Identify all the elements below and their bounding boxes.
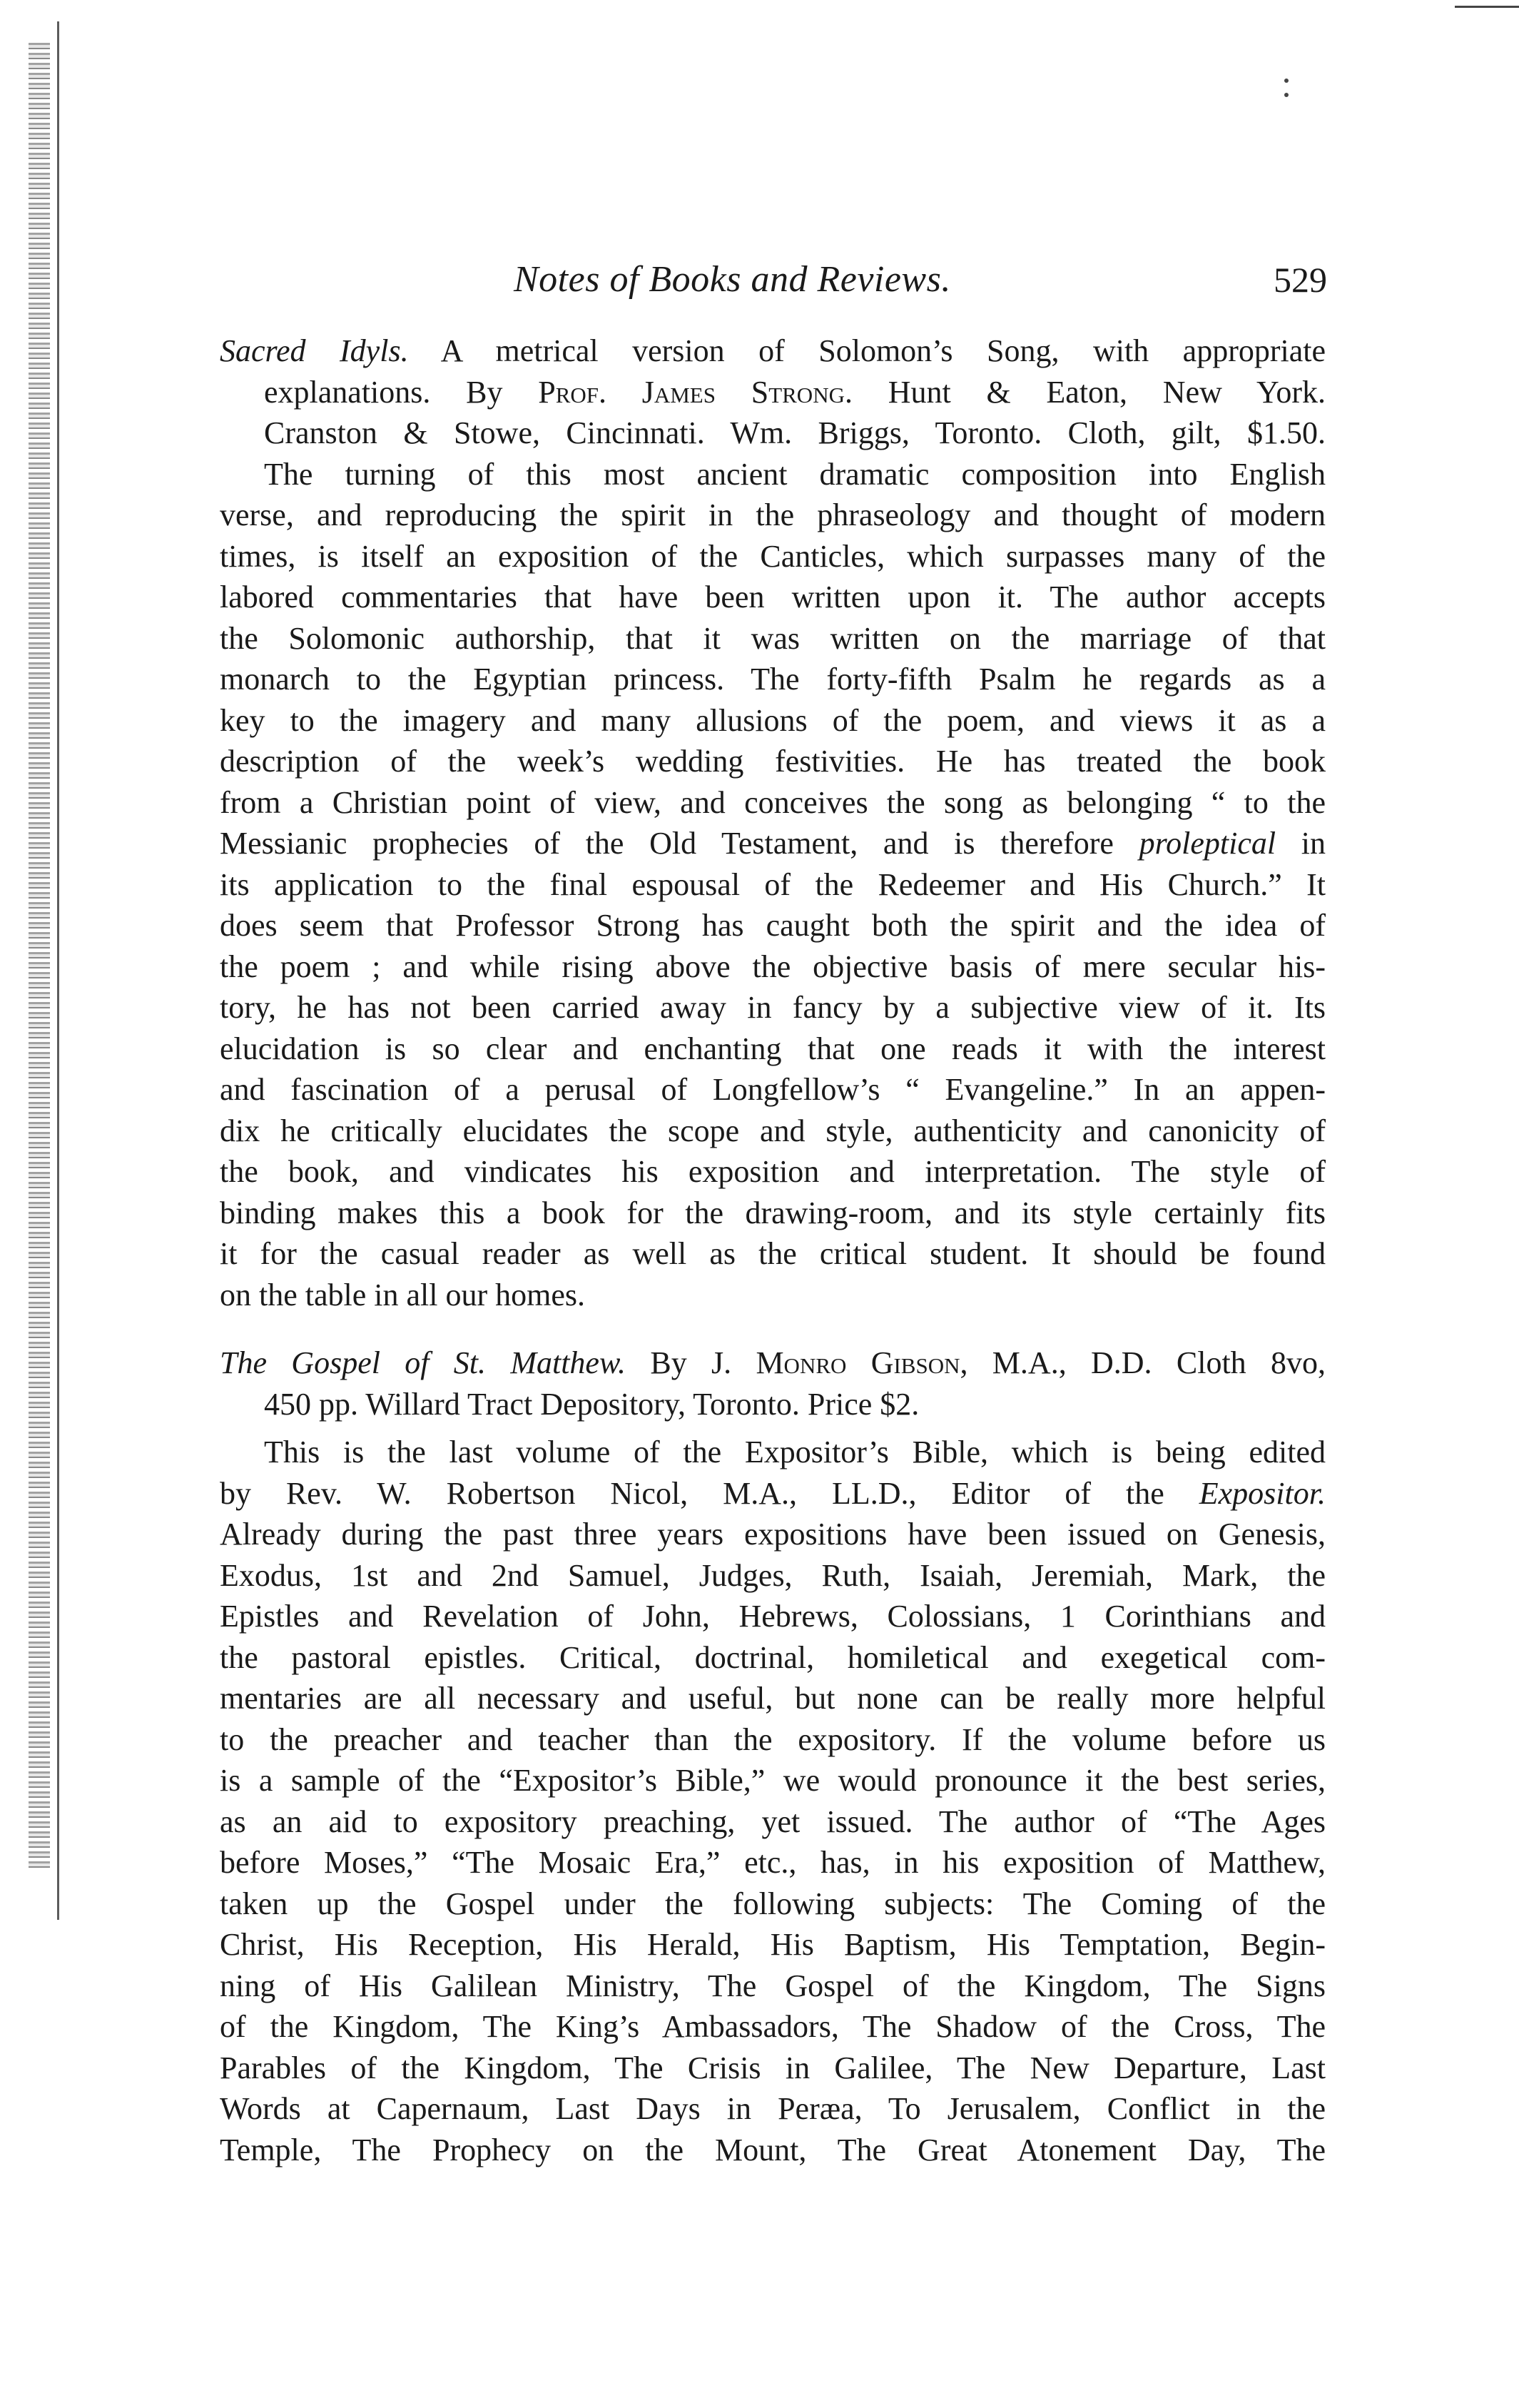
body-line: of the Kingdom, The King’s Ambassadors, The Shadow of the Cross, The (220, 2009, 1326, 2044)
body-line: mentaries are all necessary and useful, but none can be really more helpful (220, 1681, 1326, 1716)
citation-line (220, 413, 1326, 454)
top-edge-rule (1455, 6, 1519, 8)
book-title: The Gospel of St. Matthew. (220, 1345, 626, 1380)
body-line: Exodus, 1st and 2nd Samuel, Judges, Ruth, Isaiah, Jeremiah, Mark, the (220, 1557, 1326, 1593)
section-gap (220, 1315, 1326, 1342)
body-line: is a sample of the “Expositor’s Bible,” we would pronounce it the best series, (220, 1763, 1326, 1798)
body-line: Parables of the Kingdom, The Crisis in Galilee, The New Departure, Last (220, 2050, 1326, 2085)
body-line: This is the last volume of the Expositor’s Bible, which is being edited (264, 1435, 1326, 1469)
body-line: description of the week’s wedding festivities. He has treated the book (220, 744, 1326, 779)
body-line: the Solomonic authorship, that it was written on the marriage of that (220, 620, 1326, 656)
page-number: 529 (1274, 260, 1327, 300)
book-title: Sacred Idyls. (220, 333, 409, 368)
citation-text: By J. (626, 1345, 756, 1380)
review-sacred-idyls (220, 330, 1326, 1315)
body-line: binding makes this a book for the drawing-room, and its style certainly fits (220, 1195, 1326, 1230)
body-line: elucidation is so clear and enchanting that one reads it with the interest (220, 1031, 1326, 1066)
body-line: before Moses,” “The Mosaic Era,” etc., has, in his exposition of Matthew, (220, 1845, 1326, 1880)
author-name: Prof. James Strong. (538, 374, 853, 410)
body-line: tory, he has not been carried away in fancy by a subjective view of it. Its (220, 990, 1326, 1025)
body-line: its application to the final espousal of the Redeemer and His Church.” It (220, 866, 1326, 902)
body-line: ning of His Galilean Ministry, The Gospel of the Kingdom, The Signs (220, 1968, 1326, 2003)
body-line: monarch to the Egyptian princess. The forty-fifth Psalm he regards as a (220, 662, 1326, 697)
citation-text: A metrical version of Solomon’s Song, with appropriate (408, 333, 1326, 368)
body-line: to the preacher and teacher than the expository. If the volume before us (220, 1721, 1326, 1757)
body-line: as an aid to expository preaching, yet issued. The author of “The Ages (220, 1804, 1326, 1839)
emphasis: proleptical (1139, 826, 1276, 861)
speck (1284, 79, 1289, 83)
body-line: the pastoral epistles. Critical, doctrinal, homiletical and exegetical com- (220, 1639, 1326, 1675)
body-line: it for the casual reader as well as the critical student. It should be found (220, 1236, 1326, 1271)
body-line: dix he critically elucidates the scope and style, authenticity and canonicity of (220, 1113, 1326, 1148)
body-line: taken up the Gospel under the following subjects: The Coming of the (220, 1886, 1326, 1921)
body-line: Already during the past three years expositions have been issued on Genesis, (220, 1517, 1326, 1552)
body-line: The turning of this most ancient dramatic composition into English (264, 456, 1326, 492)
body-line: Epistles and Revelation of John, Hebrews, Colossians, 1 Corinthians and (220, 1599, 1326, 1634)
citation-line: 450 pp. Willard Tract Depository, Toronto. Price $2. (264, 1386, 920, 1422)
body-line (220, 823, 1326, 864)
citation-text: explanations. By (264, 374, 539, 410)
citation-line (220, 1342, 1326, 1384)
body-text: in (1276, 826, 1326, 861)
running-title: Notes of Books and Reviews. (514, 259, 951, 300)
body-line: Temple, The Prophecy on the Mount, The Great Atonement Day, The (220, 2132, 1326, 2167)
body-line: and fascination of a perusal of Longfellow’s “ Evangeline.” In an appen- (220, 1072, 1326, 1107)
body-line: Christ, His Reception, His Herald, His Baptism, His Temptation, Begin- (220, 1927, 1326, 1962)
body-line: on the table in all our homes. (220, 1277, 585, 1312)
body-text: by Rev. W. Robertson Nicol, M.A., LL.D., Editor of the (220, 1475, 1199, 1511)
body-line: times, is itself an exposition of the Canticles, which surpasses many of the (220, 538, 1326, 574)
running-head (214, 251, 1327, 308)
citation-line (220, 372, 1326, 413)
author-name: Monro Gibson, (756, 1345, 968, 1380)
body-line: the book, and vindicates his exposition and interpretation. The style of (220, 1154, 1326, 1189)
paragraph-gap (220, 1425, 1326, 1432)
review-gospel-matthew (220, 1342, 1326, 2170)
emphasis: Expositor. (1199, 1475, 1326, 1511)
body-line: the poem ; and while rising above the objective basis of mere secular his- (220, 948, 1326, 984)
body-line: does seem that Professor Strong has caught both the spirit and the idea of (220, 908, 1326, 943)
body-line (220, 1473, 1326, 1514)
citation-text: Hunt & Eaton, New York. (852, 374, 1326, 410)
body-line: verse, and reproducing the spirit in the phraseology and thought of modern (220, 497, 1326, 532)
body-text: Messianic prophecies of the Old Testament, and is therefore (220, 826, 1139, 861)
body-line: Words at Capernaum, Last Days in Peræa, To Jerusalem, Conflict in the (220, 2091, 1326, 2126)
speck (1284, 93, 1289, 97)
page-content (220, 330, 1326, 2170)
binding-gutter (29, 43, 50, 1870)
gutter-edge-line (57, 21, 59, 1920)
body-line: labored commentaries that have been written upon it. The author accepts (220, 580, 1326, 614)
citation-text: M.A., D.D. Cloth 8vo, (967, 1345, 1326, 1380)
citation-line (220, 330, 1326, 372)
body-line: key to the imagery and many allusions of the poem, and views it as a (220, 702, 1326, 738)
body-line: from a Christian point of view, and conceives the song as belonging “ to the (220, 784, 1326, 820)
citation-text: Cranston & Stowe, Cincinnati. Wm. Briggs, Toronto. Cloth, gilt, $1.50. (264, 415, 1326, 450)
